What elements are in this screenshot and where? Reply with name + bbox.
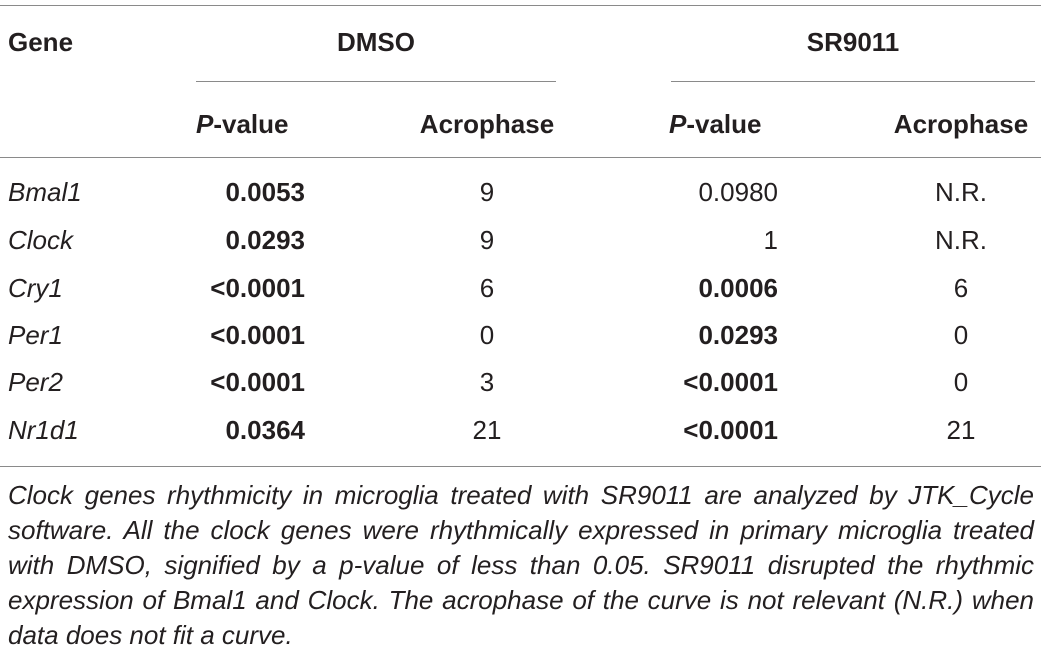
header-sr9011-pvalue [669, 108, 778, 140]
dmso-group-rule [196, 81, 556, 82]
header-p-suffix: -value [686, 109, 762, 139]
header-p-italic: P [669, 109, 687, 139]
sr9011-pvalue-cell: <0.0001 [683, 415, 778, 445]
dmso-pvalue-cell: 0.0293 [225, 225, 305, 255]
dmso-acrophase-cell: 21 [472, 415, 502, 445]
sr9011-pvalue-cell: 0.0006 [698, 273, 778, 303]
sr9011-pvalue-cell: 0.0293 [698, 320, 778, 350]
sr9011-acrophase-cell: N.R. [935, 225, 987, 255]
sr9011-acrophase-cell: 6 [953, 273, 969, 303]
gene-cell: Cry1 [8, 273, 63, 303]
gene-cell: Nr1d1 [8, 415, 79, 445]
table-bottom-rule [0, 466, 1041, 467]
header-sr9011-acrophase: Acrophase [893, 109, 1029, 139]
header-dmso-pvalue [196, 108, 305, 140]
sr9011-acrophase-cell: 0 [953, 320, 969, 350]
header-p-italic: P [196, 109, 214, 139]
dmso-pvalue-cell: <0.0001 [210, 273, 305, 303]
sr9011-acrophase-cell: 0 [953, 367, 969, 397]
header-sr9011: SR9011 [806, 27, 900, 57]
gene-cell: Clock [8, 225, 74, 255]
dmso-acrophase-cell: 6 [479, 273, 495, 303]
gene-cell: Per1 [8, 320, 63, 350]
sr9011-pvalue-cell: 0.0980 [698, 177, 778, 207]
gene-cell: Bmal1 [8, 177, 82, 207]
sr9011-pvalue-cell: <0.0001 [683, 367, 778, 397]
dmso-acrophase-cell: 3 [479, 367, 495, 397]
sr9011-pvalue-cell: 1 [763, 225, 778, 255]
header-bottom-rule [0, 157, 1041, 158]
header-gene: Gene [8, 27, 74, 57]
dmso-pvalue-cell: <0.0001 [210, 367, 305, 397]
header-p-suffix: -value [213, 109, 289, 139]
sr9011-group-rule [671, 81, 1035, 82]
table-caption: Clock genes rhythmicity in microglia treated with SR9011 are analyzed by JTK_Cycle software. All the clock genes were rhythmically expressed in primary microglia treated with DMSO, signified by a p-value of less than 0.05. SR9011 disrupted the rhythmic expression of Bmal1 and Clock. The acrophase of the curve is not relevant (N.R.) when data does not fit a curve. [8, 480, 1034, 650]
dmso-pvalue-cell: 0.0053 [225, 177, 305, 207]
dmso-acrophase-cell: 9 [479, 177, 495, 207]
dmso-pvalue-cell: <0.0001 [210, 320, 305, 350]
header-dmso-acrophase: Acrophase [419, 109, 555, 139]
gene-cell: Per2 [8, 367, 63, 397]
header-dmso: DMSO [337, 27, 415, 57]
dmso-acrophase-cell: 0 [479, 320, 495, 350]
table-top-rule [0, 5, 1041, 6]
dmso-acrophase-cell: 9 [479, 225, 495, 255]
sr9011-acrophase-cell: 21 [946, 415, 976, 445]
sr9011-acrophase-cell: N.R. [935, 177, 987, 207]
dmso-pvalue-cell: 0.0364 [225, 415, 305, 445]
